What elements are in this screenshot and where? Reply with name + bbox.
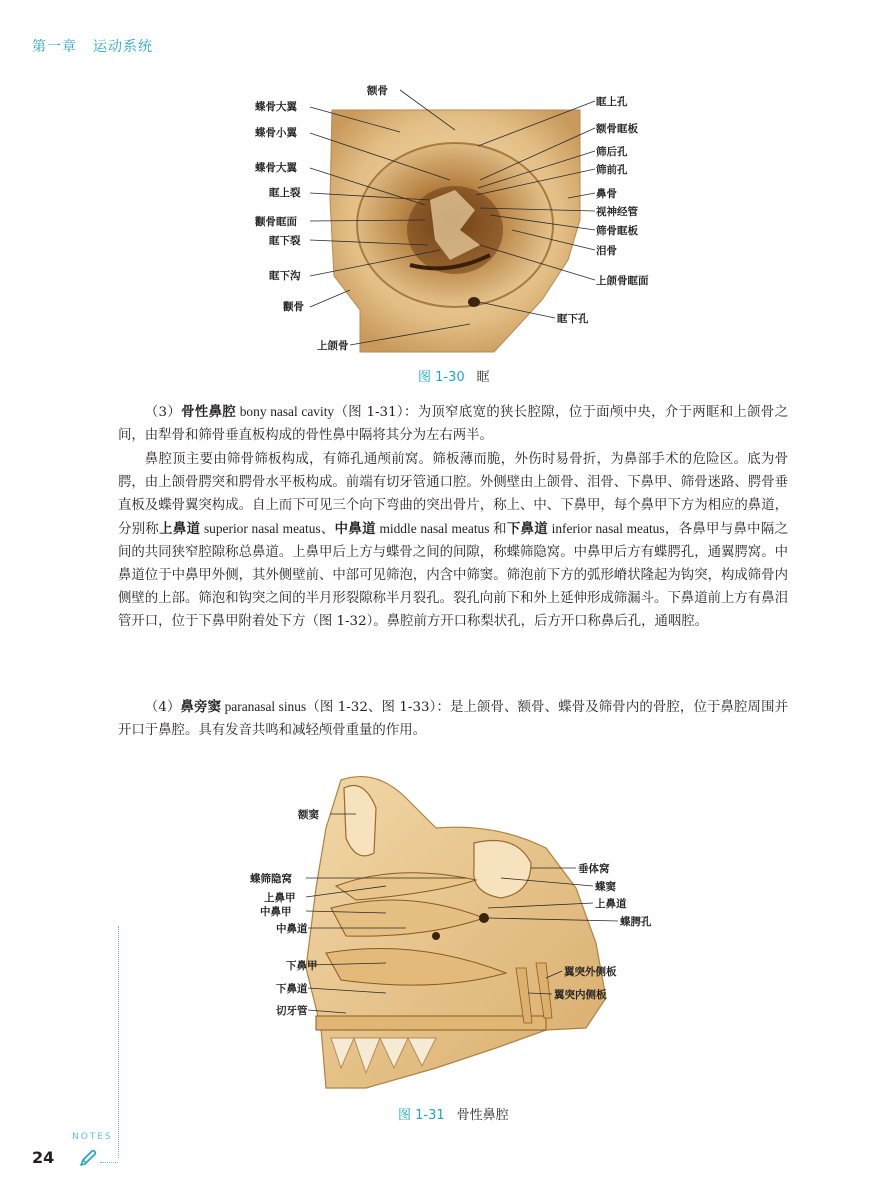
running-header: [32, 36, 153, 56]
page-number: 24: [32, 1148, 55, 1167]
label-sphenoid-lesser-wing: 蝶骨小翼: [255, 127, 297, 139]
figure-bony-nasal-cavity: [246, 768, 666, 1098]
label-sphenopalatine-foramen: 蝶腭孔: [620, 916, 652, 928]
figure2-labels-left: [250, 808, 319, 1017]
notes-footer-line: [100, 1162, 118, 1163]
label-frontal: 额骨: [367, 85, 388, 97]
label-frontal-sinus: 额窦: [298, 809, 319, 821]
label-maxilla: 上颌骨: [317, 340, 349, 352]
label-supraorbital-foramen: 眶上孔: [596, 96, 628, 108]
figure1-number: 图 1-30: [418, 370, 465, 385]
notes-divider: [118, 926, 119, 1158]
figure2-caption: [398, 1104, 509, 1123]
label-optic-canal: 视神经管: [596, 206, 638, 218]
label-zygomatic: 颧骨: [283, 301, 304, 313]
label-posterior-ethmoidal-foramen: 筛后孔: [596, 146, 628, 158]
label-lacrimal: 泪骨: [596, 245, 617, 257]
label-ethmoid-orbital-plate: 筛骨眶板: [596, 225, 638, 237]
label-nasal-bone: 鼻骨: [596, 188, 617, 200]
label-incisive-canal: 切牙管: [276, 1005, 308, 1017]
label-middle-turbinate: 中鼻甲: [260, 906, 292, 918]
pencil-icon: [78, 1148, 98, 1168]
figure1-title: 眶: [476, 370, 490, 385]
label-anterior-ethmoidal-foramen: 筛前孔: [596, 164, 628, 176]
term-bony-nasal-cavity: 骨性鼻腔: [181, 405, 237, 420]
chapter-label: 第一章: [32, 39, 77, 55]
paragraph-bony-nasal-cavity: （3）骨性鼻腔 bony nasal cavity（图 1-31）：为顶窄底宽的狭长腔隙，位于面颅中央，介于两眶和上颌骨之间，由犁骨和筛骨垂直板构成的骨性鼻中隔将其分为左右两半。: [118, 404, 789, 443]
label-sphenoid-sinus: 蝶窦: [595, 881, 616, 893]
label-sphenoethmoidal-recess: 蝶筛隐窝: [250, 873, 292, 885]
paragraph-paranasal-sinus: （4）鼻旁窦 paranasal sinus（图 1-32、图 1-33）：是上颌骨、额骨、蝶骨及筛骨内的骨腔，位于鼻腔周围并开口于鼻腔。具有发音共鸣和减轻颅骨重量的作用。: [118, 699, 789, 738]
term-paranasal-sinus: 鼻旁窦: [180, 700, 222, 715]
figure-orbit: [250, 80, 700, 365]
paragraph-nasal-cavity-detail: 鼻腔顶主要由筛骨筛板构成，有筛孔通颅前窝。筛板薄而脆，外伤时易骨折，为鼻部手术的危险区。底为骨腭，由上颌骨腭突和腭骨水平板构成。前端有切牙管通口腔。外侧壁由上颌骨、泪骨、下鼻甲、筛骨迷路、腭骨垂直板及蝶骨翼突构成。自上而下可见三个向下弯曲的突出骨片，称上、中、下鼻甲，每个鼻甲下方为相应的鼻道，分别称上鼻道 superior nasal meatus、中鼻道 middle nasal meatus 和下鼻道 inferior nasal meatus，各鼻甲与鼻中隔之间的共同狭窄腔隙称总鼻道。上鼻甲后上方与蝶骨之间的间隙，称蝶筛隐窝。中鼻甲后方有蝶腭孔，通翼腭窝。中鼻道位于中鼻甲外侧，其外侧壁前、中部可见筛泡，内含中筛窦。筛泡前下方的弧形嵴状隆起为钩突，构成筛骨内侧壁的上部。筛泡和钩突之间的半月形裂隙称半月裂孔。裂孔向前下和外上延伸形成筛漏斗。下鼻道前上方有鼻泪管开口，位于下鼻甲附着处下方（图 1-32）。鼻腔前方开口称梨状孔，后方开口称鼻后孔，通咽腔。: [118, 452, 788, 629]
label-infraorbital-groove: 眶下沟: [269, 270, 301, 282]
label-inferior-turbinate: 下鼻甲: [286, 960, 318, 972]
section-label: 运动系统: [93, 39, 153, 55]
label-superior-turbinate: 上鼻甲: [264, 892, 296, 904]
label-infraorbital-foramen: 眶下孔: [557, 313, 589, 325]
label-sphenoid-greater-wing-2: 蝶骨大翼: [255, 162, 297, 174]
label-sphenoid-greater-wing-1: 蝶骨大翼: [255, 101, 297, 113]
figure2-title: 骨性鼻腔: [456, 1108, 509, 1123]
notes-label: NOTES: [72, 1132, 113, 1142]
figure1-caption: [418, 366, 490, 385]
label-inferior-meatus: 下鼻道: [276, 983, 308, 995]
label-middle-meatus: 中鼻道: [276, 923, 308, 935]
label-maxilla-orbital-surface: 上颌骨眶面: [596, 275, 649, 287]
label-inferior-orbital-fissure: 眶下裂: [269, 235, 301, 247]
label-superior-meatus: 上鼻道: [595, 898, 627, 910]
term-middle-meatus: 中鼻道: [334, 522, 376, 537]
label-lateral-pterygoid-plate: 翼突外侧板: [564, 966, 617, 978]
term-superior-meatus: 上鼻道: [159, 522, 201, 537]
label-frontal-orbital-plate: 额骨眶板: [596, 123, 638, 135]
label-zygomatic-orbital-surface: 颧骨眶面: [255, 216, 297, 228]
label-medial-pterygoid-plate: 翼突内侧板: [554, 989, 607, 1001]
term-inferior-meatus: 下鼻道: [506, 522, 548, 537]
figure2-number: 图 1-31: [398, 1108, 445, 1123]
label-superior-orbital-fissure: 眶上裂: [269, 187, 301, 199]
label-hypophyseal-fossa: 垂体窝: [578, 863, 610, 875]
